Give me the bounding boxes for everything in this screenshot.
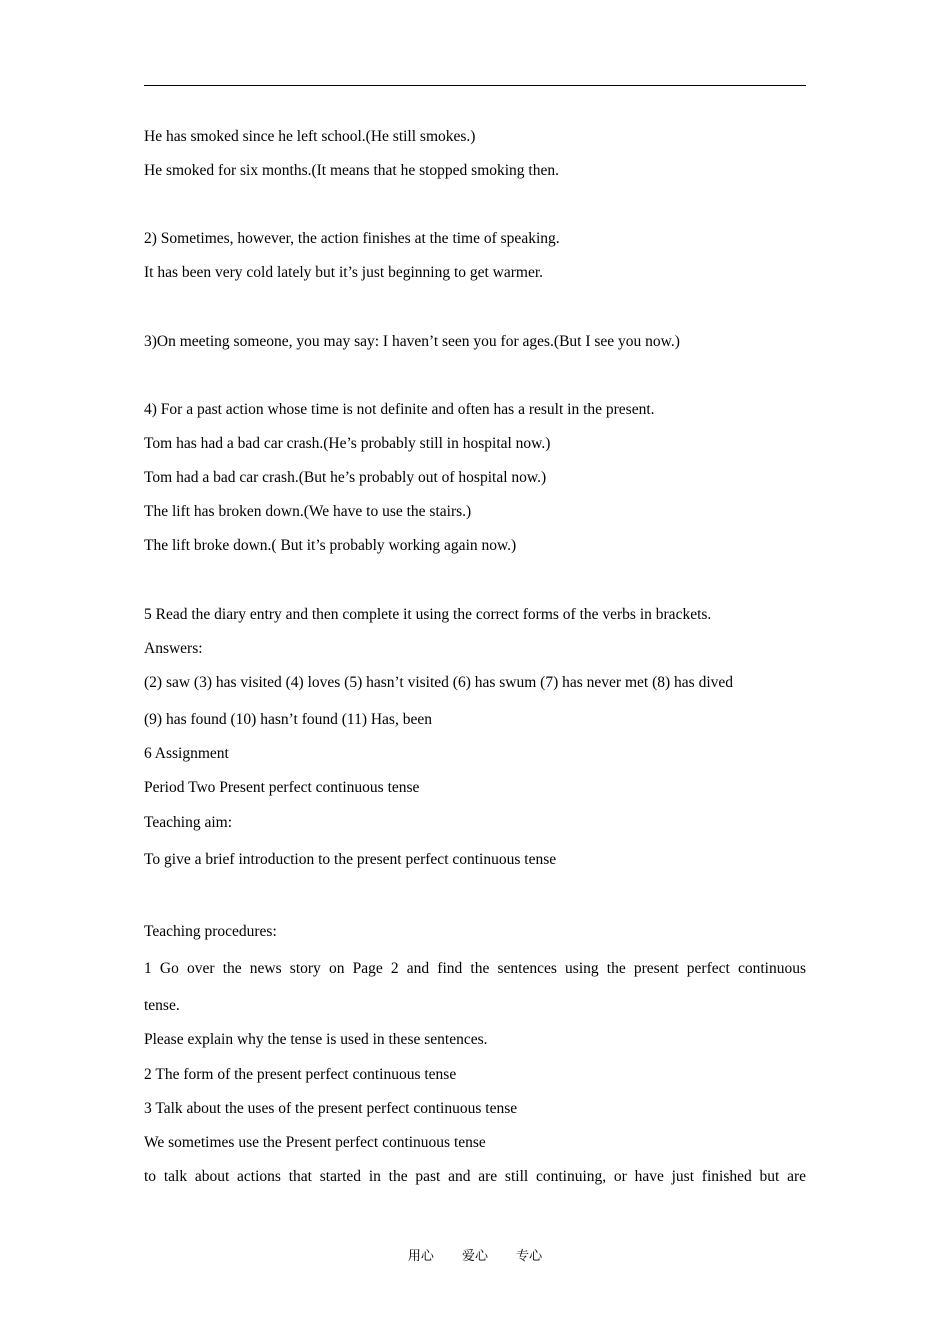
text-line: The lift has broken down.(We have to use the stairs.) <box>144 503 472 520</box>
text-line: Teaching aim: <box>144 814 233 831</box>
text-line: 1 Go over the news story on Page 2 and find the sentences using the present perfect continuous <box>144 960 806 977</box>
text-line: 5 Read the diary entry and then complete it using the correct forms of the verbs in brackets. <box>144 606 712 623</box>
text-line: to talk about actions that started in the past and are still continuing, or have just finished but are <box>144 1168 806 1185</box>
text-line: 6 Assignment <box>144 745 229 762</box>
text-line: Tom had a bad car crash.(But he’s probably out of hospital now.) <box>144 469 547 486</box>
text-line: Tom has had a bad car crash.(He’s probably still in hospital now.) <box>144 435 551 452</box>
text-line: 4) For a past action whose time is not definite and often has a result in the present. <box>144 401 655 418</box>
text-line: To give a brief introduction to the present perfect continuous tense <box>144 851 557 868</box>
text-line: (9) has found (10) hasn’t found (11) Has, been <box>144 711 432 728</box>
text-line: (2) saw (3) has visited (4) loves (5) hasn’t visited (6) has swum (7) has never met (8) has dived <box>144 674 733 691</box>
footer-item: 专心 <box>516 1249 543 1264</box>
text-line: He has smoked since he left school.(He still smokes.) <box>144 128 476 145</box>
header-rule <box>144 85 806 86</box>
text-line: Answers: <box>144 640 203 657</box>
footer-item: 用心 <box>407 1249 434 1264</box>
text-line: 3)On meeting someone, you may say: I haven’t seen you for ages.(But I see you now.) <box>144 333 680 350</box>
text-line: 2 The form of the present perfect continuous tense <box>144 1066 457 1083</box>
page-footer <box>0 1248 950 1266</box>
text-line: Please explain why the tense is used in these sentences. <box>144 1031 488 1048</box>
text-line: He smoked for six months.(It means that he stopped smoking then. <box>144 162 559 179</box>
text-line: 3 Talk about the uses of the present perfect continuous tense <box>144 1100 518 1117</box>
text-line: Teaching procedures: <box>144 923 277 940</box>
text-line: Period Two Present perfect continuous tense <box>144 779 420 796</box>
footer-item: 爱心 <box>461 1249 488 1264</box>
text-line: We sometimes use the Present perfect continuous tense <box>144 1134 486 1151</box>
text-line: It has been very cold lately but it’s just beginning to get warmer. <box>144 264 544 281</box>
text-line: The lift broke down.( But it’s probably working again now.) <box>144 537 517 554</box>
text-line: 2) Sometimes, however, the action finishes at the time of speaking. <box>144 230 560 247</box>
text-line: tense. <box>144 997 180 1014</box>
